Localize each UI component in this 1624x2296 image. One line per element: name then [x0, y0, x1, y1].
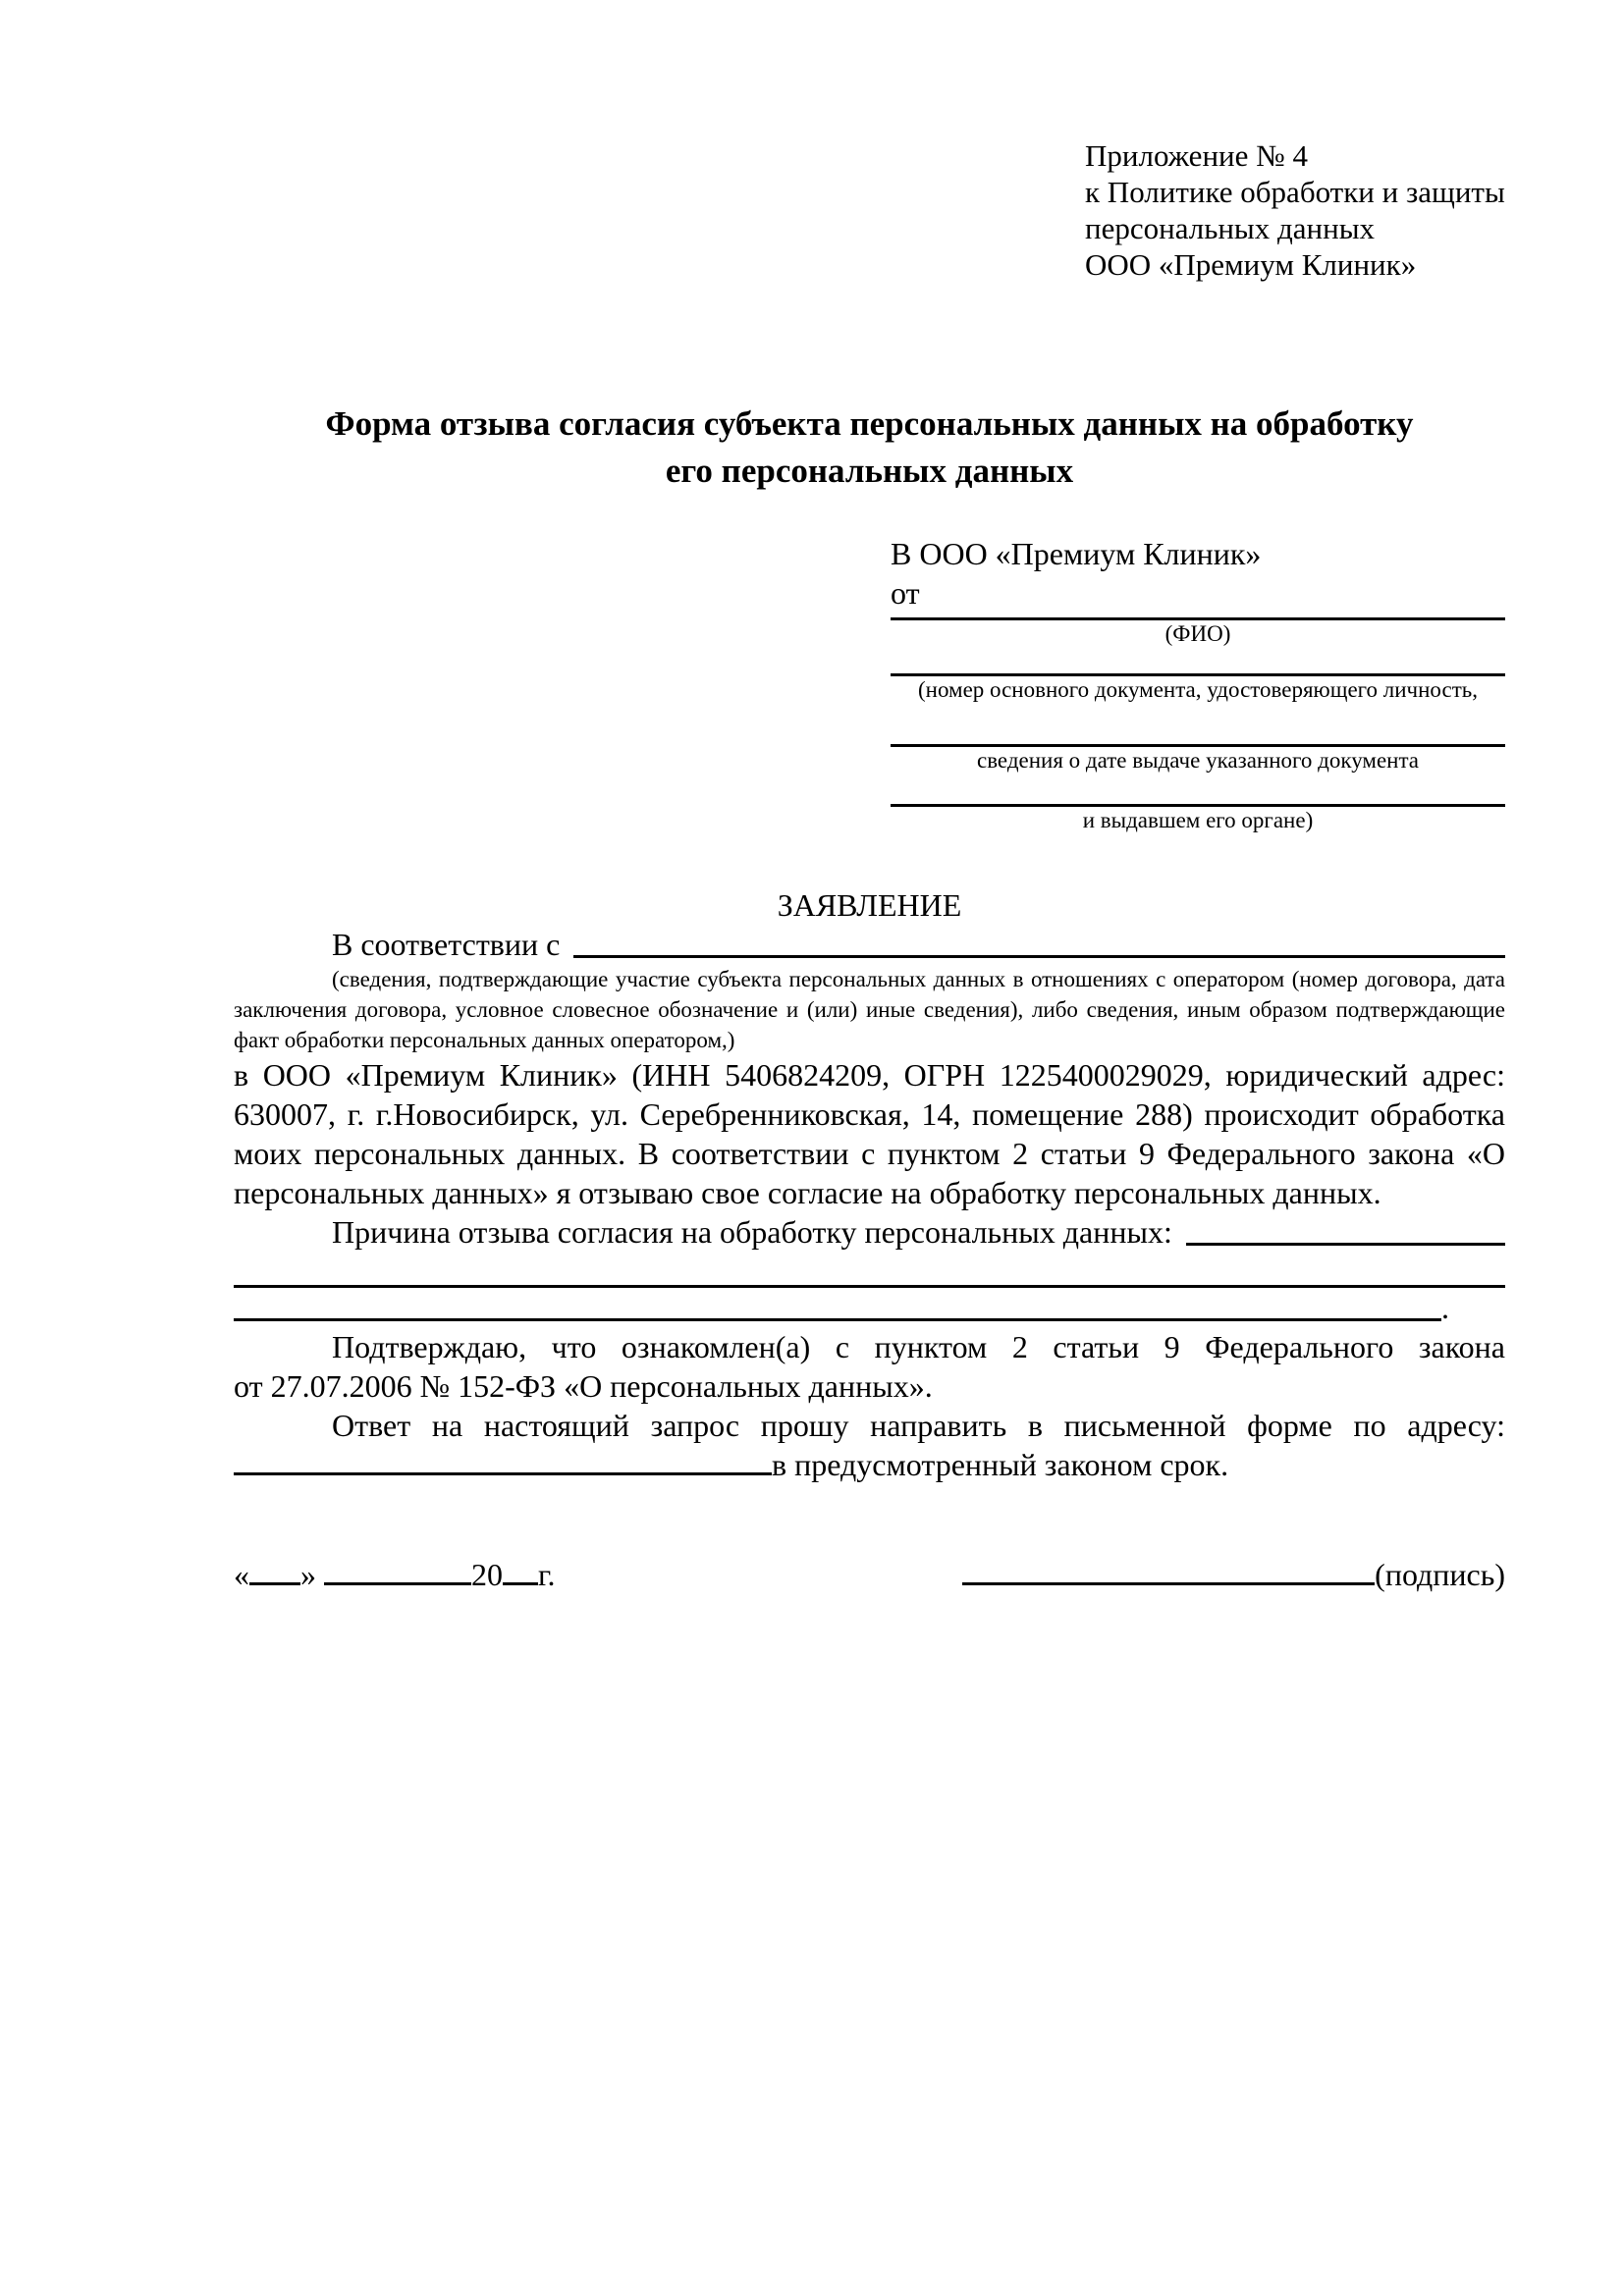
reason-period: . [1441, 1290, 1449, 1325]
form-title-line-2: его персональных данных [665, 452, 1074, 490]
appendix-line-2: к Политике обработки и защиты [1085, 175, 1505, 209]
signature-blank-line [962, 1581, 1375, 1585]
reason-continuation-row-2 [234, 1288, 1505, 1327]
reason-blank-line [1186, 1212, 1505, 1246]
year-prefix: 20 [471, 1557, 503, 1592]
form-title [234, 400, 1505, 495]
issue-date-blank-line [891, 704, 1505, 747]
addressee-to: В ООО «Премиум Клиник» [891, 536, 1262, 571]
year-suffix: г. [538, 1557, 556, 1592]
day-blank [249, 1581, 300, 1585]
issue-date-caption: сведения о дате выдаче указанного документа [976, 748, 1420, 773]
confirm-paragraph-line-1: Подтверждаю, что ознакомлен(а) с пунктом 2 статьи 9 Федерального закона [332, 1329, 1505, 1364]
date-close-quote: » [300, 1557, 316, 1592]
fio-blank-line [891, 613, 1505, 620]
date-field [234, 1555, 556, 1594]
issuing-authority-caption: и выдавшем его органе) [1082, 808, 1314, 832]
appendix-line-1: Приложение № 4 [1085, 138, 1308, 173]
reply-address-blank-line [234, 1471, 772, 1475]
year-blank [503, 1581, 538, 1585]
statement-body: в ООО «Премиум Клиник» (ИНН 5406824209, ОГРН 1225400029029, юридический адрес: 630007, г. г.Новосибирск, ул. Серебренниковская, 14, помещение 288) происходит обработка моих персональных данных. В соответствии с пунктом 2 статьи 9 Федерального закона «О персональных данных» я отзываю свое согласие на обработку персональных данных. [234, 1057, 1505, 1210]
date-open-quote: « [234, 1557, 249, 1592]
confirm-paragraph-line-2: от 27.07.2006 № 152-ФЗ «О персональных данных». [234, 1368, 933, 1404]
reason-continuation-line-2 [234, 1288, 1441, 1321]
reply-address-row [234, 1445, 1505, 1484]
statement-heading: ЗАЯВЛЕНИЕ [777, 887, 962, 923]
addressee-block [891, 534, 1505, 834]
reply-request-line: Ответ на настоящий запрос прошу направить в письменной форме по адресу: [332, 1408, 1505, 1443]
signature-field [962, 1555, 1505, 1594]
appendix-block [1085, 137, 1505, 283]
lead-label: В соответствии с [332, 927, 561, 962]
lead-blank-line [573, 925, 1505, 958]
appendix-line-3: персональных данных [1085, 211, 1376, 245]
issuing-authority-blank-line [891, 774, 1505, 807]
reason-continuation-line-1 [234, 1252, 1505, 1288]
lead-row [234, 925, 1505, 964]
form-title-line-1: Форма отзыва согласия субъекта персональных данных на обработку [325, 404, 1414, 443]
month-blank [324, 1581, 471, 1585]
fio-caption: (ФИО) [1164, 621, 1231, 646]
fine-print-note: (сведения, подтверждающие участие субъекта персональных данных в отношениях с оператором (номер договора, дата заключения договора, условное словесное обозначение и (или) иные сведения), либо сведения, иным образом подтверждающие факт обработки персональных данных оператором,) [234, 967, 1505, 1052]
document-content [234, 137, 1505, 1594]
reply-tail: в предусмотренный законом срок. [772, 1447, 1229, 1482]
addressee-from-label: от [891, 575, 920, 611]
reason-row [234, 1212, 1505, 1252]
signature-caption: (подпись) [1375, 1557, 1505, 1592]
date-signature-row [234, 1555, 1505, 1594]
document-number-blank-line [891, 648, 1505, 676]
appendix-line-4: ООО «Премиум Клиник» [1085, 247, 1417, 282]
reason-label: Причина отзыва согласия на обработку персональных данных: [332, 1214, 1172, 1250]
document-number-caption: (номер основного документа, удостоверяющего личность, [917, 677, 1478, 702]
